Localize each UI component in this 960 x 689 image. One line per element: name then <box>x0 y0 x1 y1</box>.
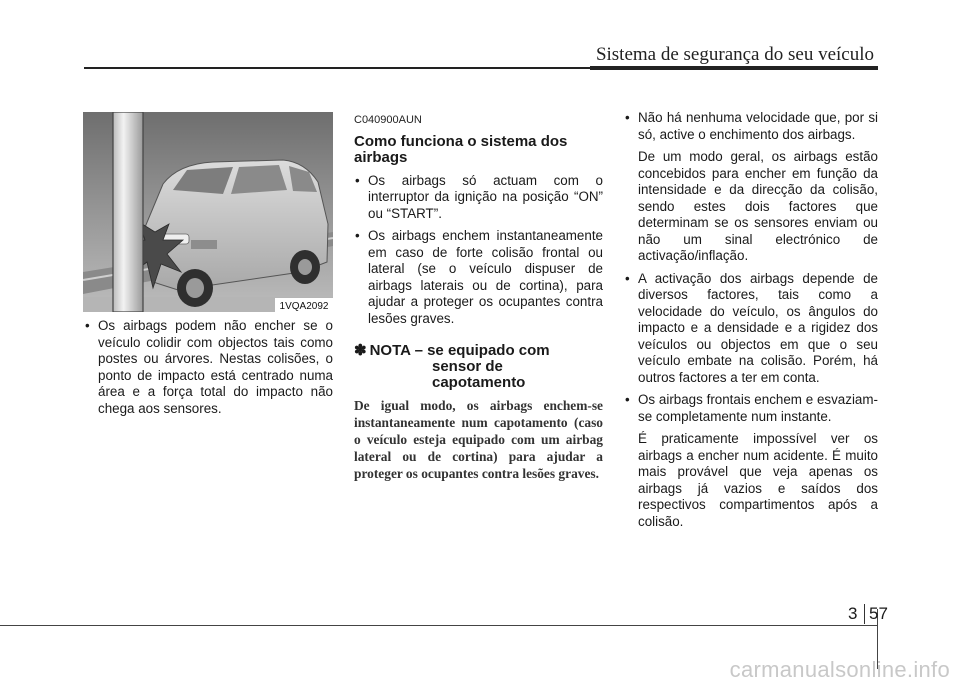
section-title: Como funciona o sistema dos airbags <box>354 132 568 166</box>
header-rule-accent <box>590 66 878 70</box>
chapter-number: 3 <box>848 604 858 623</box>
column-left <box>84 318 333 423</box>
note-star-icon: ✽ <box>354 342 367 359</box>
figure-code: 1VQA2092 <box>279 301 329 312</box>
bullet-item: • Os airbags podem não encher se o veículo colidir com objectos tais como postes ou árvores. Nestas colisões, o ponto de impacto está centrado numa área e a força total do impacto não chega aos sensores. <box>84 318 333 417</box>
column-right <box>624 110 878 536</box>
bullet-item: • A activação dos airbags depende de diversos factores, tais como a velocidade do veículo, os ângulos do impacto e a densidade e a rigidez dos veículos ou objectos em que o seu veículo embate na colisão. Porém, há outros factores a ter em conta. <box>624 271 878 387</box>
column-middle <box>354 112 603 482</box>
bullet-item: • Os airbags frontais enchem e esvaziam-se completamente num instante. <box>624 392 878 425</box>
bullet-item: • Não há nenhuma velocidade que, por si só, active o enchimento dos airbags. <box>624 110 878 143</box>
car-pole-collision-illustration <box>83 112 333 312</box>
paragraph: De um modo geral, os airbags estão concebidos para encher em função da intensidade e da direcção da colisão, sendo estes dois factores que determinam se os sensores enviam ou não um sinal electrónico de activação/inflação. <box>638 149 878 263</box>
note-subtitle-1: – se equipado com <box>414 342 550 359</box>
section-code: C040900AUN <box>354 114 422 126</box>
note-subtitle-3: capotamento <box>432 374 526 391</box>
bullet-item: • Os airbags enchem instantaneamente em caso de forte colisão frontal ou lateral (se o veículo dispuser de airbags laterais ou de cortina), para ajudar a proteger os ocupantes contra lesões graves. <box>354 228 603 327</box>
page-number: 57 <box>869 604 888 623</box>
note-label: NOTA <box>369 342 411 359</box>
page-number-separator <box>864 604 865 624</box>
watermark: carmanualsonline.info <box>729 657 950 682</box>
paragraph: É praticamente impossível ver os airbags a encher num acidente. É muito mais provável que veja apenas os airbags já vazios e saídos dos respectivos compartimentos após a colisão. <box>638 431 878 529</box>
bullet-item: • Os airbags só actuam com o interruptor da ignição na posição “ON” ou “START”. <box>354 173 603 223</box>
page-header-title: Sistema de segurança do seu veículo <box>595 44 874 65</box>
note-body: De igual modo, os airbags enchem-se instantaneamente num capotamento (caso o veículo esteja equipado com um airbag lateral ou de cortina) para ajudar a proteger os ocupantes contra lesões graves. <box>354 398 603 481</box>
footer-rule <box>0 625 878 626</box>
note-subtitle-2: sensor de <box>432 358 503 375</box>
note-heading <box>354 343 603 391</box>
